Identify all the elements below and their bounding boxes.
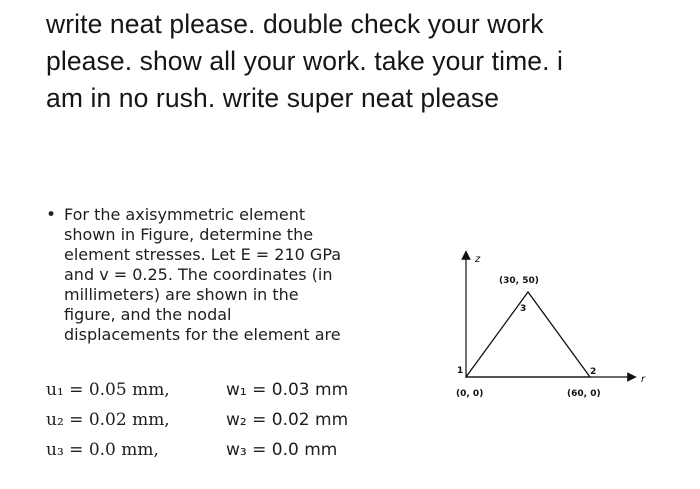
problem-line-1: For the axisymmetric element (64, 205, 306, 224)
question-line-1: write neat please. double check your work (46, 9, 544, 39)
problem-line-4: and v = 0.25. The coordinates (in (64, 265, 333, 284)
question-line-3: am in no rush. write super neat please (46, 83, 500, 113)
coord-node-2: (60, 0) (567, 389, 601, 399)
problem-line-7: displacements for the element are (64, 325, 341, 344)
problem-line-5: millimeters) are shown in the (64, 285, 299, 304)
question-line-2: please. show all your work. take your time. i (46, 46, 564, 76)
problem-line-6: figure, and the nodal (64, 305, 232, 324)
triangle-element (466, 292, 590, 377)
displacement-row-1 (46, 380, 170, 400)
u3-value: u₃ = 0.0 mm, (46, 440, 159, 460)
problem-line-2: shown in Figure, determine the (64, 225, 314, 244)
node-2-label: 2 (590, 367, 597, 377)
z-axis-label: z (475, 254, 481, 265)
w3-value: w₃ = 0.0 mm (226, 440, 338, 460)
w2-value: w₂ = 0.02 mm (226, 410, 349, 430)
question-text (46, 6, 686, 117)
problem-text (64, 205, 374, 345)
node-3-label: 3 (520, 304, 527, 314)
displacement-row-2 (46, 410, 170, 430)
r-axis-label: r (641, 374, 646, 385)
coord-node-1: (0, 0) (456, 389, 484, 399)
displacement-row-3 (46, 440, 159, 460)
node-1-label: 1 (457, 366, 464, 376)
bullet-point: • (46, 205, 57, 225)
coord-node-3: (30, 50) (499, 276, 539, 286)
w1-value: w₁ = 0.03 mm (226, 380, 349, 400)
problem-line-3: element stresses. Let E = 210 GPa (64, 245, 342, 264)
u2-value: u₂ = 0.02 mm, (46, 410, 170, 430)
u1-value: u₁ = 0.05 mm, (46, 380, 170, 400)
